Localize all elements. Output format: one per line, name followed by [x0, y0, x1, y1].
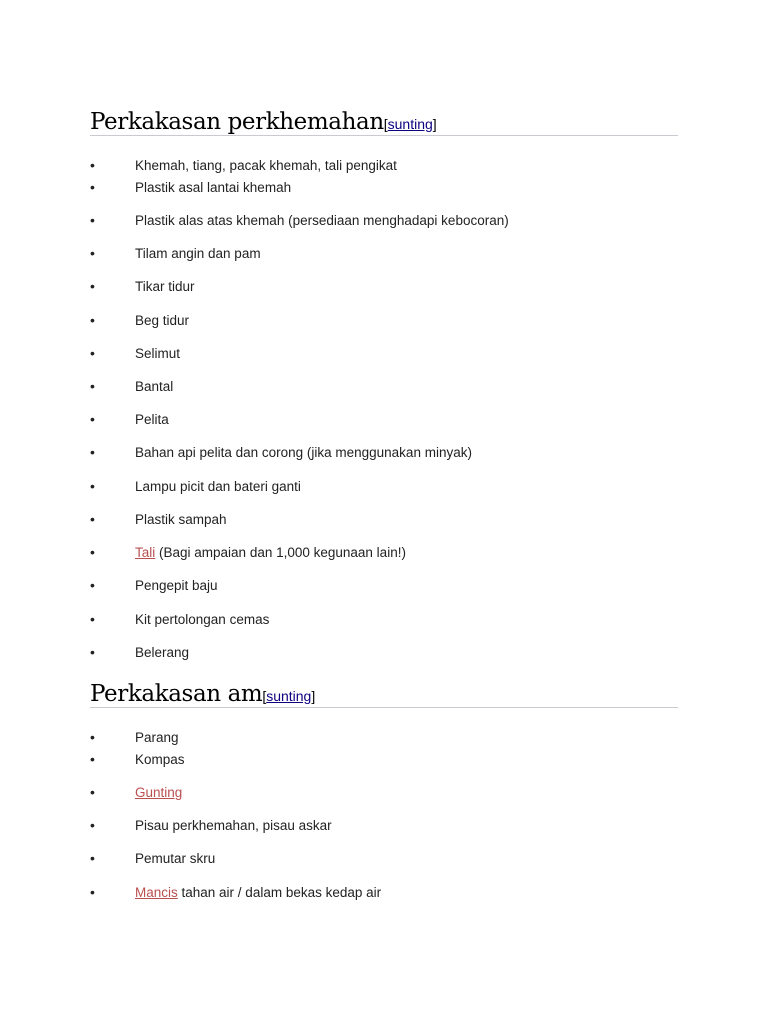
bullet: • [90, 884, 95, 900]
bullet: • [90, 411, 95, 427]
bullet: • [90, 312, 95, 328]
edit-link[interactable]: sunting [387, 116, 433, 132]
bullet: • [90, 784, 95, 800]
bullet: • [90, 611, 95, 627]
section-title: Perkakasan perkhemahan [90, 109, 384, 135]
bullet: • [90, 644, 95, 660]
bullet: • [90, 444, 95, 460]
section-heading-general [90, 683, 678, 708]
edit-section: [sunting] [262, 688, 316, 704]
bullet: • [90, 179, 95, 195]
bullet: • [90, 544, 95, 560]
bullet: • [90, 817, 95, 833]
mancis-link[interactable]: Mancis [135, 885, 178, 900]
tali-link[interactable]: Tali [135, 545, 156, 560]
bullet: • [90, 378, 95, 394]
bullet: • [90, 478, 95, 494]
bullet: • [90, 278, 95, 294]
bullet: • [90, 729, 95, 745]
bullet: • [90, 751, 95, 767]
bullet: • [90, 511, 95, 527]
bullet: • [90, 212, 95, 228]
edit-link[interactable]: sunting [266, 688, 312, 704]
section-heading-camping [90, 111, 678, 136]
section-title: Perkakasan am [90, 681, 263, 707]
bullet: • [90, 577, 95, 593]
bullet: • [90, 157, 95, 173]
bullet: • [90, 850, 95, 866]
bullet: • [90, 245, 95, 261]
edit-section: [sunting] [383, 116, 437, 132]
gunting-link[interactable]: Gunting [135, 785, 183, 800]
bullet: • [90, 345, 95, 361]
